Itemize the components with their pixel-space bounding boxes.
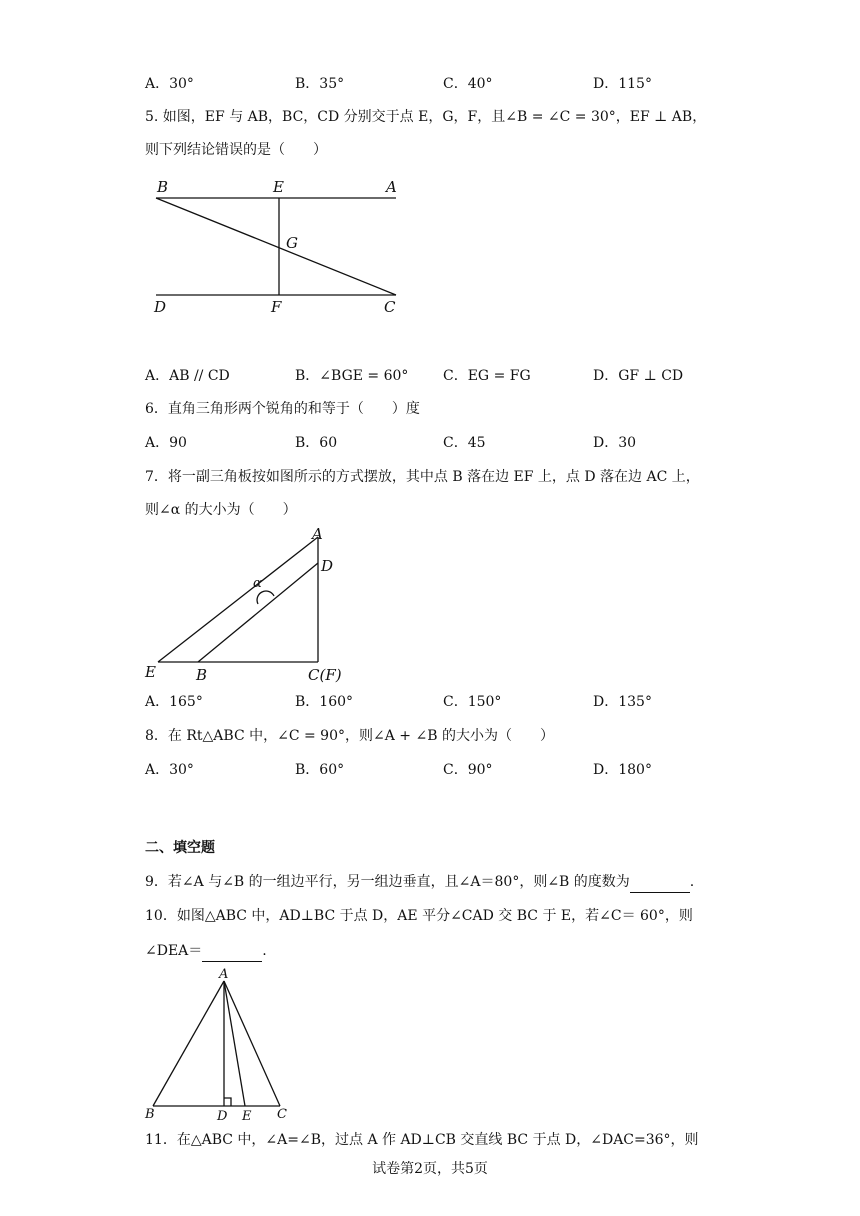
q7-stem-line2: 则∠α 的大小为（ ） [145, 502, 297, 518]
q10-stem-line2: ∠DEA＝ [145, 943, 203, 959]
q6-option-c[interactable]: C．45 [443, 435, 486, 451]
q6-options [145, 433, 765, 453]
q10-label-a: A [219, 967, 229, 982]
q10-label-e: E [242, 1109, 252, 1124]
q9-line [145, 872, 694, 893]
q6-stem: 6．直角三角形两个锐角的和等于（ ）度 [145, 401, 420, 417]
q8-option-d[interactable]: D．180° [593, 762, 652, 778]
q8-option-c[interactable]: C．90° [443, 762, 493, 778]
q7-options [145, 692, 765, 712]
q5-stem-line1: 5. 如图，EF 与 AB，BC，CD 分别交于点 E，G，F，且∠B = ∠C = 30°，EF ⊥ AB， [145, 109, 707, 125]
q7-label-e: E [145, 663, 156, 681]
q7-label-a: A [312, 525, 323, 543]
q5-label-b: B [157, 178, 169, 196]
q5-label-f: F [271, 298, 282, 316]
q5-label-d: D [154, 298, 167, 316]
q7-label-b: B [196, 666, 208, 684]
q10-figure [140, 965, 300, 1125]
q10-label-c: C [277, 1107, 287, 1122]
q5-line-bc [156, 198, 396, 295]
q5-stem-line2: 则下列结论错误的是（ ） [145, 142, 327, 158]
q8-stem: 8．在 Rt△ABC 中，∠C = 90°，则∠A + ∠B 的大小为（ ） [145, 728, 554, 744]
q5-option-a[interactable]: A．AB // CD [145, 368, 230, 384]
q5-label-g: G [286, 234, 298, 252]
q5-option-c[interactable]: C．EG = FG [443, 368, 531, 384]
q7-label-d: D [321, 557, 334, 575]
q7-label-alpha: α [253, 576, 262, 591]
q4-option-b[interactable]: B．35° [295, 76, 345, 92]
q10-line2 [145, 941, 267, 962]
section-fill-in-blank-heading: 二、填空题 [145, 840, 215, 856]
q5-options [145, 366, 765, 386]
q7-option-a[interactable]: A．165° [145, 694, 203, 710]
q7-figure [140, 525, 360, 690]
q10-line-ab [153, 981, 224, 1106]
q5-label-a: A [386, 178, 397, 196]
q4-option-d[interactable]: D．115° [593, 76, 652, 92]
q7-option-b[interactable]: B．160° [295, 694, 354, 710]
q5-label-c: C [384, 298, 396, 316]
q7-option-c[interactable]: C．150° [443, 694, 502, 710]
q4-option-a[interactable]: A．30° [145, 76, 194, 92]
q10-label-d: D [217, 1109, 228, 1124]
q10-end: . [262, 943, 267, 959]
q10-answer-blank[interactable] [202, 941, 262, 962]
q7-stem-line1: 7．将一副三角板按如图所示的方式摆放，其中点 B 落在边 EF 上，点 D 落在边 AC 上， [145, 469, 700, 485]
q10-label-b: B [145, 1107, 155, 1122]
q11-stem: 11．在△ABC 中，∠A=∠B，过点 A 作 AD⊥CB 交直线 BC 于点 D，∠DAC=36°，则 [145, 1132, 699, 1148]
q10-stem-line1: 10．如图△ABC 中，AD⊥BC 于点 D，AE 平分∠CAD 交 BC 于 E，若∠C＝ 60°，则 [145, 908, 693, 924]
q9-end: . [689, 874, 695, 890]
q5-label-e: E [273, 178, 284, 196]
q10-line-ac [224, 981, 280, 1106]
q5-option-d[interactable]: D．GF ⊥ CD [593, 368, 684, 384]
q6-option-d[interactable]: D．30 [593, 435, 637, 451]
q10-right-angle-mark [224, 1098, 231, 1106]
q9-answer-blank[interactable] [630, 872, 690, 893]
page-footer: 试卷第2页，共5页 [372, 1161, 488, 1177]
q7-option-d[interactable]: D．135° [593, 694, 652, 710]
q8-options [145, 760, 765, 780]
q8-option-a[interactable]: A．30° [145, 762, 194, 778]
q4-options [145, 74, 765, 94]
q6-option-b[interactable]: B．60 [295, 435, 338, 451]
q9-stem: 9．若∠A 与∠B 的一组边平行，另一组边垂直，且∠A＝80°，则∠B 的度数为 [145, 874, 630, 890]
q5-option-b[interactable]: B．∠BGE = 60° [295, 368, 409, 384]
q5-figure [140, 170, 420, 330]
q4-option-c[interactable]: C．40° [443, 76, 493, 92]
q6-option-a[interactable]: A．90 [145, 435, 187, 451]
q8-option-b[interactable]: B．60° [295, 762, 345, 778]
q7-label-cf: C(F) [308, 666, 342, 684]
q7-line-ea [158, 537, 318, 662]
q10-line-ae [224, 981, 245, 1106]
